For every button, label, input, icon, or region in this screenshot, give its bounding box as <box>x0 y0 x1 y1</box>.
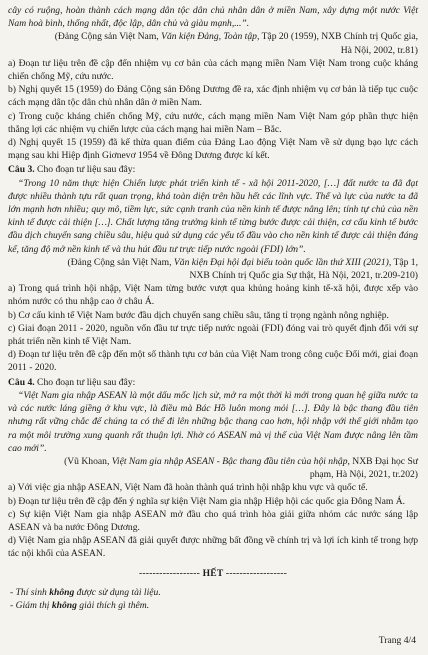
question-4-option-d: d) Việt Nam gia nhập ASEAN đã giải quyết được những bất đồng về chính trị và lợi ích kinh tế trong hợp tác nội khối của ASEAN. <box>8 535 418 560</box>
end-marker: ------------------ HẾT ------------------ <box>138 567 288 579</box>
question-4-heading: Câu 4. Cho đoạn tư liệu sau đây: <box>8 376 136 388</box>
intro-option-d: d) Nghị quyết 15 (1959) đã kế thừa quan điểm của Đảng Lao động Việt Nam về sử dụng bạo lực cách mạng sau khi Hiệp định Giơnevơ 1954 về Đông Dương được kí kết. <box>8 137 418 162</box>
intro-quote-tail: cây có ruộng, hoàn thành cách mạng dân tộc dân chủ nhân dân ở miền Nam, xây dựng một nước Việt Nam hoà bình, thống nhất, độc lập, dân chủ và giàu mạnh,...”. <box>8 5 418 30</box>
question-4-citation: (Vũ Khoan, Việt Nam gia nhập ASEAN - Bậc thang đầu tiên của hội nhập, NXB Đại học Sư phạm, Hà Nội, 2021, tr.202) <box>64 455 418 481</box>
question-3-option-c: c) Giai đoạn 2011 - 2020, nguồn vốn đầu tư trực tiếp nước ngoài (FDI) đóng vai trò quyết định đối với sự phát triển nền kinh tế Việt Nam. <box>8 322 418 348</box>
question-3-quote: “Trong 10 năm thực hiện Chiến lược phát triển kinh tế - xã hội 2011-2020, […] đất nước ta đã đạt được nhiều thành tựu rất quan trọng, khá toàn diện trên hầu hết các lĩnh vực. Thế và lực của nước ta đã lớn mạnh hơn nhiều; quy mô, tiềm lực, sức cạnh tranh của nền kinh tế được nâng lên; tính tự chủ của nền kinh tế được cải thiện […]. Chất lượng tăng trưởng kinh tế từng bước được cải thiện, cơ cấu kinh tế bước đầu dịch chuyển sang chiều sâu, hiệu quả sử dụng các yếu tố đầu vào cho nền kinh tế được cải thiện đáng kể, tăng độ mở nền kinh tế và thu hút đầu tư trực tiếp nước ngoài (FDI) lớn”. <box>8 177 418 255</box>
question-3-option-d: d) Đoạn tư liệu trên đề cập đến một số thành tựu cơ bản của Việt Nam trong công cuộc Đổi mới, giai đoạn 2011 - 2020. <box>8 349 418 374</box>
question-4-quote: “Việt Nam gia nhập ASEAN là một dấu mốc lịch sử, mở ra một thời kì mới trong quan hệ giữa nước ta và các nước láng giềng ở khu vực, là điều mà Bác Hồ luôn mong mỏi […]. Đây là bậc thang đầu tiên nhưng rất vững chắc để chúng ta có thể đi lên những bậc thang cao hơn, hội nhập với thế giới nhằm tạo ra một môi trường xung quanh rất thuận lợi. Nhờ có ASEAN mà vị thế của Việt Nam được nâng lên tầm cao mới”. <box>8 389 418 454</box>
page-number: Trang 4/4 <box>378 634 416 646</box>
intro-option-b: b) Nghị quyết 15 (1959) do Đảng Cộng sản Đông Dương đề ra, xác định nhiệm vụ cơ bản là tiếp tục cuộc cách mạng dân tộc dân chủ nhân dân ở miền Nam. <box>8 84 418 109</box>
intro-option-c: c) Trong cuộc kháng chiến chống Mỹ, cứu nước, cách mạng miền Nam Việt Nam góp phần thực hiện thắng lợi các nhiệm vụ chiến lược của cách mạng hai miền Nam – Bắc. <box>8 110 418 135</box>
intro-option-a: a) Đoạn tư liệu trên đề cập đến nhiệm vụ cơ bản của cách mạng miền Nam Việt Nam trong cuộc kháng chiến chống Mỹ, cứu nước. <box>8 57 418 83</box>
intro-citation: (Đảng Cộng sản Việt Nam, Văn kiện Đảng, Toàn tập, Tập 20 (1959), NXB Chính trị Quốc gia, Hà Nội, 2002, tr.81) <box>54 31 418 56</box>
question-3-option-b: b) Cơ cấu kinh tế Việt Nam bước đầu dịch chuyển sang chiều sâu, tăng tỉ trọng ngành nông nghiệp. <box>8 309 389 321</box>
question-3-citation: (Đảng Cộng sản Việt Nam, Văn kiện Đại hội đại biểu toàn quốc lần thứ XIII (2021), Tập 1, NXB Chính trị Quốc gia Sự thật, Hà Nội, 2021, tr.209-210) <box>67 256 418 282</box>
question-4-option-b: b) Đoạn tư liệu trên đề cập đến ý nghĩa sự kiện Việt Nam gia nhập Hiệp hội các quốc gia Đông Nam Á. <box>8 495 406 507</box>
note-no-explanation: - Giám thị không giải thích gì thêm. <box>10 599 150 611</box>
question-4-option-c: c) Sự kiện Việt Nam gia nhập ASEAN mở đầu cho quá trình hòa giải giữa nhóm các nước sáng lập ASEAN và ba nước Đông Dương. <box>8 508 418 533</box>
note-no-materials: - Thí sinh không được sử dụng tài liệu. <box>10 586 161 598</box>
question-3-option-a: a) Trong quá trình hội nhập, Việt Nam từng bước vượt qua khủng hoảng kinh tế-xã hội, được xếp vào nhóm nước có thu nhập cao ở châu Á. <box>8 283 418 308</box>
question-3-heading: Câu 3. Cho đoạn tư liệu sau đây: <box>8 164 136 176</box>
question-4-option-a: a) Với việc gia nhập ASEAN, Việt Nam đã hoàn thành quá trình hội nhập khu vực và quốc tế. <box>8 482 368 494</box>
